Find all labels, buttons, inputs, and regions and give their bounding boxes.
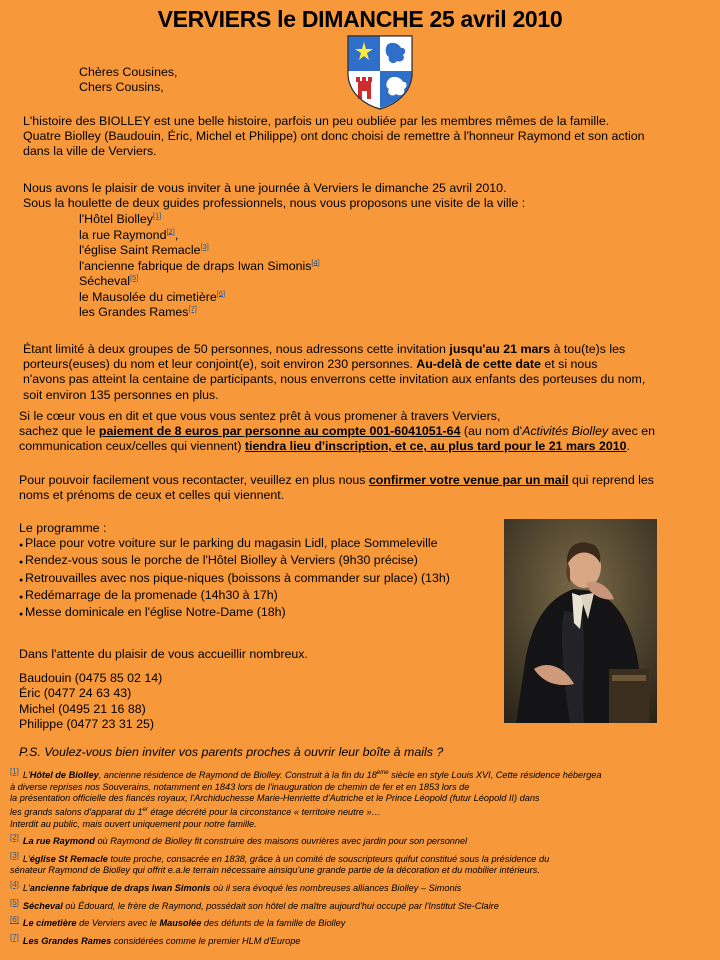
footnote-link[interactable]: [4] <box>311 257 320 267</box>
text-line: Si le cœur vous en dit et que vous vous sentez prêt à vous promener à travers Verviers, <box>19 409 501 423</box>
program-heading: Le programme : <box>19 521 107 535</box>
portrait-image <box>504 519 657 723</box>
footnote: [1] L'Hôtel de Biolley, ancienne résidence de Raymond de Biolley. Construit à la fin du 18ème siècle en style Louis XVI, Cette résidence hébergea <box>10 767 602 781</box>
footnote-line: sénateur Raymond de Biolley qui offrit e.a.le terrain nécessaire ainsiqu'une grande partie de la décoration et du mobilier intérieurs. <box>10 865 540 876</box>
footnote-link[interactable]: [7] <box>10 932 19 942</box>
text-line: Sous la houlette de deux guides professionnels, nous vous proposons une visite de la ville : <box>23 196 526 211</box>
footnote: [7] Les Grandes Rames considérées comme le premier HLM d'Europe <box>10 932 301 947</box>
greeting-line: Chères Cousines, <box>79 65 178 79</box>
signature-line: Éric (0477 24 63 43) <box>19 686 132 701</box>
visits-list <box>79 212 320 321</box>
text-line: Étant limité à deux groupes de 50 personnes, nous adressons cette invitation jusqu'au 21 mars à tou(te)s les <box>23 342 626 356</box>
signatures <box>19 671 162 733</box>
program-item: ● Place pour votre voiture sur le parking du magasin Lidl, place Sommeleville <box>19 536 450 553</box>
footnote-link[interactable]: [5] <box>129 272 139 282</box>
bullet-icon: ● <box>19 611 24 619</box>
payment-paragraph <box>19 409 655 455</box>
greeting <box>79 65 177 95</box>
footnote: [4] L'ancienne fabrique de draps Iwan Simonis où il sera évoqué les nombreuses alliances Biolley – Simonis <box>10 880 462 894</box>
bullet-icon: ● <box>19 576 24 584</box>
footnote-link[interactable]: [4] <box>10 880 19 889</box>
program-item: ● Messe dominicale en l'église Notre-Dame (18h) <box>19 605 450 622</box>
bullet-icon: ● <box>19 542 24 550</box>
intro-paragraph <box>23 114 645 160</box>
bullet-icon: ● <box>19 559 24 567</box>
footnote: [3] L'église St Remacle toute proche, consacrée en 1838, grâce à un comité de souscripteurs quifut constitué sous la présidence du <box>10 850 550 864</box>
footnote-link[interactable]: [3] <box>200 241 209 251</box>
footnote-link[interactable]: [3] <box>10 850 19 860</box>
text-line: porteurs(euses) du nom et leur conjoint(e), soit environ 230 personnes. Au-delà de cette date et si nous <box>23 357 598 372</box>
visit-item: les Grandes Rames[7] <box>79 303 197 319</box>
closing-text: Dans l'attente du plaisir de vous accueillir nombreux. <box>19 647 308 661</box>
program-section <box>19 521 450 622</box>
footnote-line: la présentation officielle des fiancés royaux, l'Archiduchesse Marie-Henriette d'Autriche et le Prince Léopold (futur Léopold II) dans <box>10 793 540 804</box>
visit-item: l'Hôtel Biolley[1] <box>79 210 162 226</box>
footnote-link[interactable]: [7] <box>188 303 197 313</box>
greeting-line: Chers Cousins, <box>79 80 164 95</box>
footnote-link[interactable]: [6] <box>216 288 226 298</box>
footnote-line: Interdit au public, mais ouvert uniquement pour notre famille. <box>10 818 257 829</box>
coat-of-arms-icon <box>345 33 415 111</box>
footnotes <box>10 766 602 948</box>
text-line: Pour pouvoir facilement vous recontacter, veuillez en plus nous confirmer votre venue par un mail qui reprend les <box>19 473 654 487</box>
footnote-line: les grands salons d'apparat du 1er étage décrété pour la circonstance « territoire neutre »… <box>10 806 381 817</box>
program-item: ● Rendez-vous sous le porche de l'Hôtel Biolley à Verviers (9h30 précise) <box>19 553 450 570</box>
visit-item: Sécheval[5] <box>79 272 139 288</box>
text-line: Quatre Biolley (Baudouin, Éric, Michel et Philippe) ont donc choisi de remettre à l'honneur Raymond et son action <box>23 129 645 144</box>
visit-item: le Mausolée du cimetière[6] <box>79 288 226 304</box>
footnote-link[interactable]: [1] <box>10 767 19 776</box>
text-line: soit environ 135 personnes en plus. <box>23 387 219 402</box>
footnote-link[interactable]: [5] <box>10 897 19 907</box>
contact-paragraph <box>19 473 654 503</box>
visit-item: l'ancienne fabrique de draps Iwan Simonis[4] <box>79 257 320 273</box>
page-title: VERVIERS le DIMANCHE 25 avril 2010 <box>157 6 563 32</box>
footnote-line: à diverse reprises nos Souverains, notamment en 1843 lors de l'inauguration de chemin de fer et en 1853 lors de <box>10 781 470 792</box>
signature-line: Baudouin (0475 85 02 14) <box>19 671 163 685</box>
signature-line: Michel (0495 21 16 88) <box>19 701 146 716</box>
program-item: ● Redémarrage de la promenade (14h30 à 17h) <box>19 588 450 605</box>
bullet-icon: ● <box>19 593 24 601</box>
footnote-link[interactable]: [6] <box>10 915 19 925</box>
footnote: [2] La rue Raymond où Raymond de Biolley fit construire des maisons ouvrières avec jardin pour son personnel <box>10 833 468 847</box>
text-line: dans la ville de Verviers. <box>23 144 157 159</box>
text-line: n'avons pas atteint la centaine de participants, nous enverrons cette invitation aux enfants des porteuses du nom, <box>23 372 646 387</box>
visit-item: la rue Raymond[2], <box>79 226 179 242</box>
text-line: Nous avons le plaisir de vous inviter à une journée à Verviers le dimanche 25 avril 2010. <box>23 181 507 195</box>
program-item: ● Retrouvailles avec nos pique-niques (boissons à commander sur place) (13h) <box>19 571 450 588</box>
text-line: communication ceux/celles qui viennent) tiendra lieu d'inscription, et ce, au plus tard pour le 21 mars 2010. <box>19 439 631 454</box>
footnote: [6] Le cimetière de Verviers avec le Mausolée des défunts de la famille de Biolley <box>10 915 346 929</box>
text-line: sachez que le paiement de 8 euros par personne au compte 001-6041051-64 (au nom d'Activités Biolley avec en <box>19 424 655 439</box>
signature-line: Philippe (0477 23 31 25) <box>19 717 155 732</box>
text-line: L'histoire des BIOLLEY est une belle histoire, parfois un peu oubliée par les membres mêmes de la famille. <box>23 114 610 128</box>
visit-item: l'église Saint Remacle[3] <box>79 241 209 257</box>
footnote-link[interactable]: [2] <box>166 226 175 236</box>
text-line: noms et prénoms de ceux et celles qui viennent. <box>19 488 285 503</box>
footnote-link[interactable]: [2] <box>10 833 19 843</box>
postscript: P.S. Voulez-vous bien inviter vos parents proches à ouvrir leur boîte à mails ? <box>19 745 444 759</box>
footnote-link[interactable]: [1] <box>153 210 162 220</box>
invite-paragraph <box>23 181 525 211</box>
limit-paragraph <box>23 342 645 403</box>
footnote: [5] Sécheval où Édouard, le frère de Raymond, possédait son hôtel de maître aujourd'hui occupé par l'Institut Ste-Claire <box>10 897 499 911</box>
